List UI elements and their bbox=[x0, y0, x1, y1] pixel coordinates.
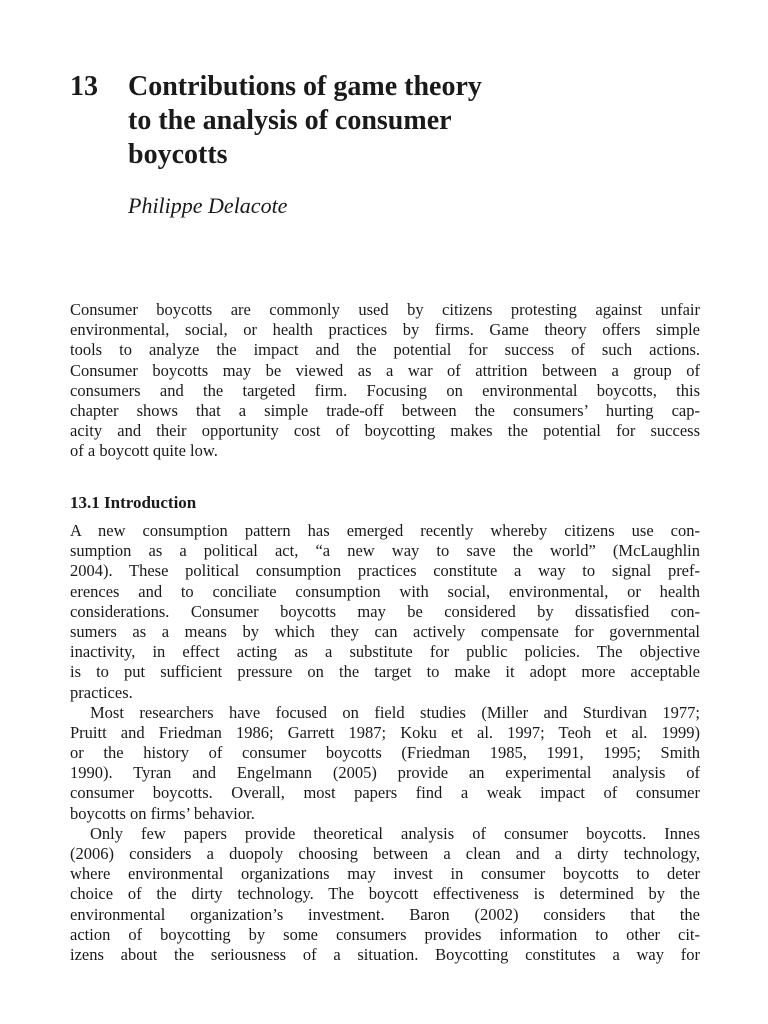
body-line: environmental organization’s investment. Baron (2002) considers that the bbox=[70, 904, 700, 924]
abstract-line: of a boycott quite low. bbox=[70, 441, 218, 461]
body-line: choice of the dirty technology. The boycott effectiveness is determined by the bbox=[70, 884, 700, 904]
body-line: izens about the seriousness of a situation. Boycotting constitutes a way for bbox=[70, 944, 700, 964]
body-line: boycotts on firms’ behavior. bbox=[70, 803, 255, 823]
section-heading: 13.1 Introduction bbox=[70, 493, 197, 512]
abstract bbox=[70, 300, 700, 462]
chapter-number: 13 bbox=[70, 71, 98, 102]
chapter-title-line: Contributions of game theory bbox=[128, 71, 482, 102]
body-line: Pruitt and Friedman 1986; Garrett 1987; Koku et al. 1997; Teoh et al. 1999) bbox=[70, 722, 700, 742]
abstract-line: chapter shows that a simple trade-off between the consumers’ hurting cap- bbox=[70, 400, 700, 420]
body-line: inactivity, in effect acting as a substitute for public policies. The objective bbox=[70, 642, 700, 662]
body-line: 2004). These political consumption practices constitute a way to signal pref- bbox=[70, 561, 700, 581]
body-line: practices. bbox=[70, 682, 133, 702]
abstract-line: consumers and the targeted firm. Focusing on environmental boycotts, this bbox=[70, 380, 700, 400]
body-line: action of boycotting by some consumers provides information to other cit- bbox=[70, 924, 700, 944]
body-line: sumption as a political act, “a new way to save the world” (McLaughlin bbox=[70, 541, 700, 561]
body-line: Only few papers provide theoretical analysis of consumer boycotts. Innes bbox=[90, 823, 700, 843]
chapter-title bbox=[128, 70, 688, 172]
abstract-line: tools to analyze the impact and the potential for success of such actions. bbox=[70, 340, 700, 360]
chapter-author: Philippe Delacote bbox=[128, 193, 288, 218]
body-line: 1990). Tyran and Engelmann (2005) provide an experimental analysis of bbox=[70, 763, 700, 783]
body-text bbox=[70, 521, 700, 965]
body-line: considerations. Consumer boycotts may be considered by dissatisfied con- bbox=[70, 601, 700, 621]
body-line: consumer boycotts. Overall, most papers find a weak impact of consumer bbox=[70, 783, 700, 803]
body-line: where environmental organizations may invest in consumer boycotts to deter bbox=[70, 864, 700, 884]
body-line: or the history of consumer boycotts (Friedman 1985, 1991, 1995; Smith bbox=[70, 743, 700, 763]
body-line: Most researchers have focused on field studies (Miller and Sturdivan 1977; bbox=[90, 702, 700, 722]
chapter-title-line: boycotts bbox=[128, 139, 228, 170]
body-line: (2006) considers a duopoly choosing between a clean and a dirty technology, bbox=[70, 844, 700, 863]
abstract-line: environmental, social, or health practices by firms. Game theory offers simple bbox=[70, 320, 700, 340]
chapter-title-line: to the analysis of consumer bbox=[128, 105, 452, 136]
body-line: sumers as a means by which they can actively compensate for governmental bbox=[70, 621, 700, 641]
body-line: erences and to conciliate consumption with social, environmental, or health bbox=[70, 581, 700, 601]
abstract-line: acity and their opportunity cost of boycotting makes the potential for success bbox=[70, 421, 700, 441]
abstract-line: Consumer boycotts are commonly used by citizens protesting against unfair bbox=[70, 300, 700, 319]
body-line: is to put sufficient pressure on the target to make it adopt more acceptable bbox=[70, 662, 700, 682]
body-line: A new consumption pattern has emerged recently whereby citizens use con- bbox=[70, 521, 700, 540]
abstract-line: Consumer boycotts may be viewed as a war of attrition between a group of bbox=[70, 360, 700, 380]
